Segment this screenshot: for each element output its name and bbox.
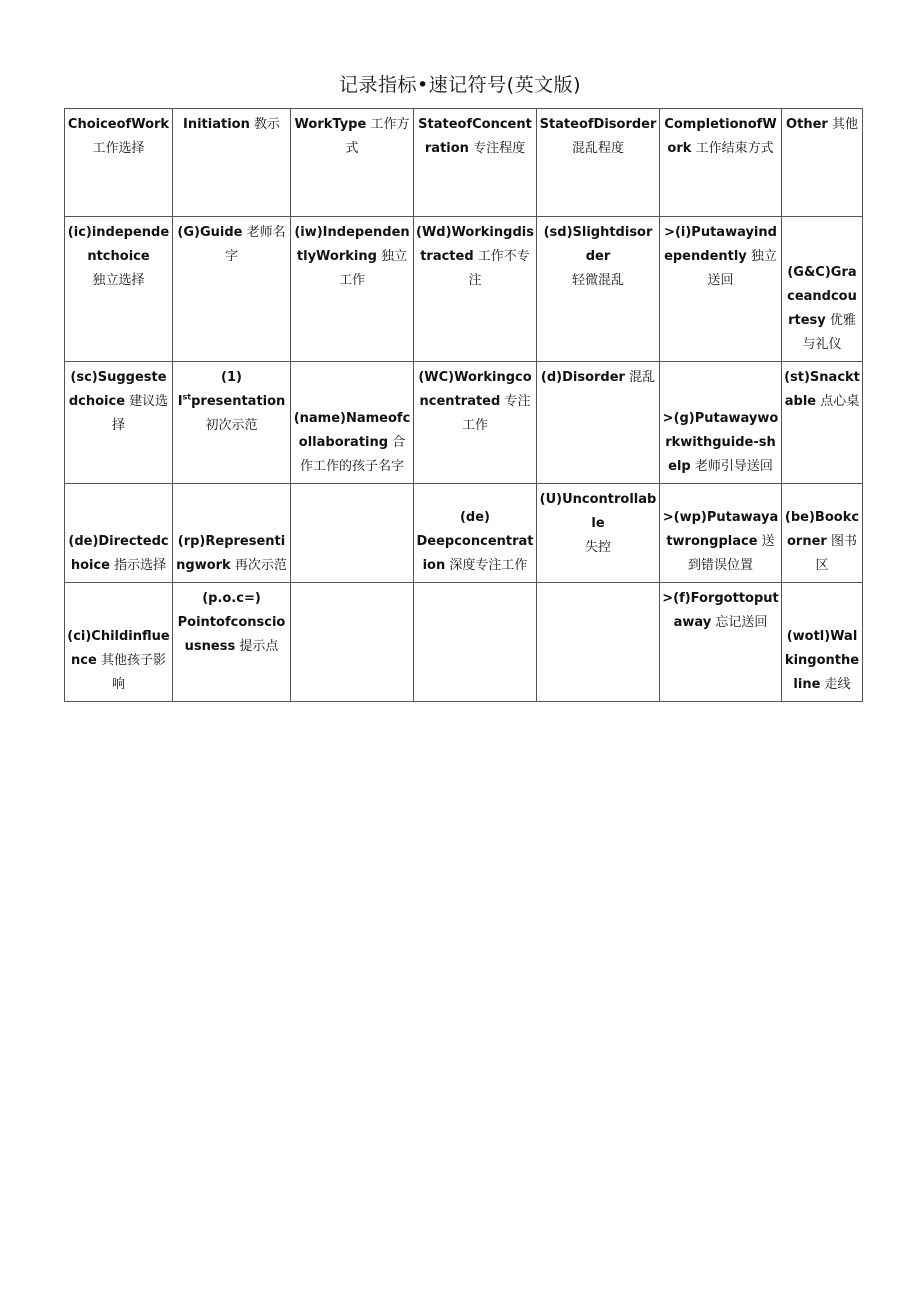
header-cell: CompletionofWork 工作结束方式: [660, 109, 782, 217]
shorthand-table: [64, 108, 863, 702]
table-row: [65, 217, 863, 362]
table-cell: (sc)Suggestedchoice 建议选择: [65, 362, 173, 484]
header-row: [65, 109, 863, 217]
table-cell: (name)Nameofcollaborating 合作工作的孩子名字: [291, 362, 414, 484]
header-cell: Other 其他: [782, 109, 863, 217]
table-cell: (be)Bookcorner 图书区: [782, 484, 863, 583]
table-cell: >(g)Putawayworkwithguide-shelp 老师引导送回: [660, 362, 782, 484]
table-cell: (de)Directedchoice 指示选择: [65, 484, 173, 583]
table-row: [65, 362, 863, 484]
header-cell: StateofConcentration 专注程度: [414, 109, 537, 217]
table-cell: (G)Guide 老师名字: [173, 217, 291, 362]
table-cell: >(wp)Putawayatwrongplace 送到错误位置: [660, 484, 782, 583]
header-cell: ChoiceofWork 工作选择: [65, 109, 173, 217]
table-cell: (ci)Childinfluence 其他孩子影响: [65, 583, 173, 702]
table-cell: (ic)independentchoice 独立选择: [65, 217, 173, 362]
table-cell: (iw)IndependentlyWorking 独立工作: [291, 217, 414, 362]
table-cell: (de) Deepconcentration 深度专注工作: [414, 484, 537, 583]
table-cell: (G&C)Graceandcourtesy 优雅与礼仪: [782, 217, 863, 362]
table-cell: (wotl)Walkingontheline 走线: [782, 583, 863, 702]
table-cell-empty: [414, 583, 537, 702]
header-cell: WorkType 工作方式: [291, 109, 414, 217]
table-cell: (st)Snacktable 点心桌: [782, 362, 863, 484]
table-cell: (sd)Slightdisorder 轻微混乱: [537, 217, 660, 362]
header-cell: Initiation 教示: [173, 109, 291, 217]
table-cell-empty: [291, 484, 414, 583]
page-title: 记录指标•速记符号(英文版): [338, 74, 582, 96]
table-cell: (WC)Workingconcentrated 专注工作: [414, 362, 537, 484]
table-cell-empty: [291, 583, 414, 702]
table-cell: (1) Istpresentation 初次示范: [173, 362, 291, 484]
table-cell: (d)Disorder 混乱: [537, 362, 660, 484]
header-cell: StateofDisorder 混乱程度: [537, 109, 660, 217]
table-cell: (Wd)Workingdistracted 工作不专注: [414, 217, 537, 362]
table-cell-empty: [537, 583, 660, 702]
table-cell: (p.o.c=) Pointofconsciousness 提示点: [173, 583, 291, 702]
table-cell: (rp)Representingwork 再次示范: [173, 484, 291, 583]
table-row: [65, 484, 863, 583]
table-cell: >(f)Forgottoputaway 忘记送回: [660, 583, 782, 702]
table-row: [65, 583, 863, 702]
table-cell: >(i)Putawayindependently 独立送回: [660, 217, 782, 362]
table-cell: (U)Uncontrollable 失控: [537, 484, 660, 583]
